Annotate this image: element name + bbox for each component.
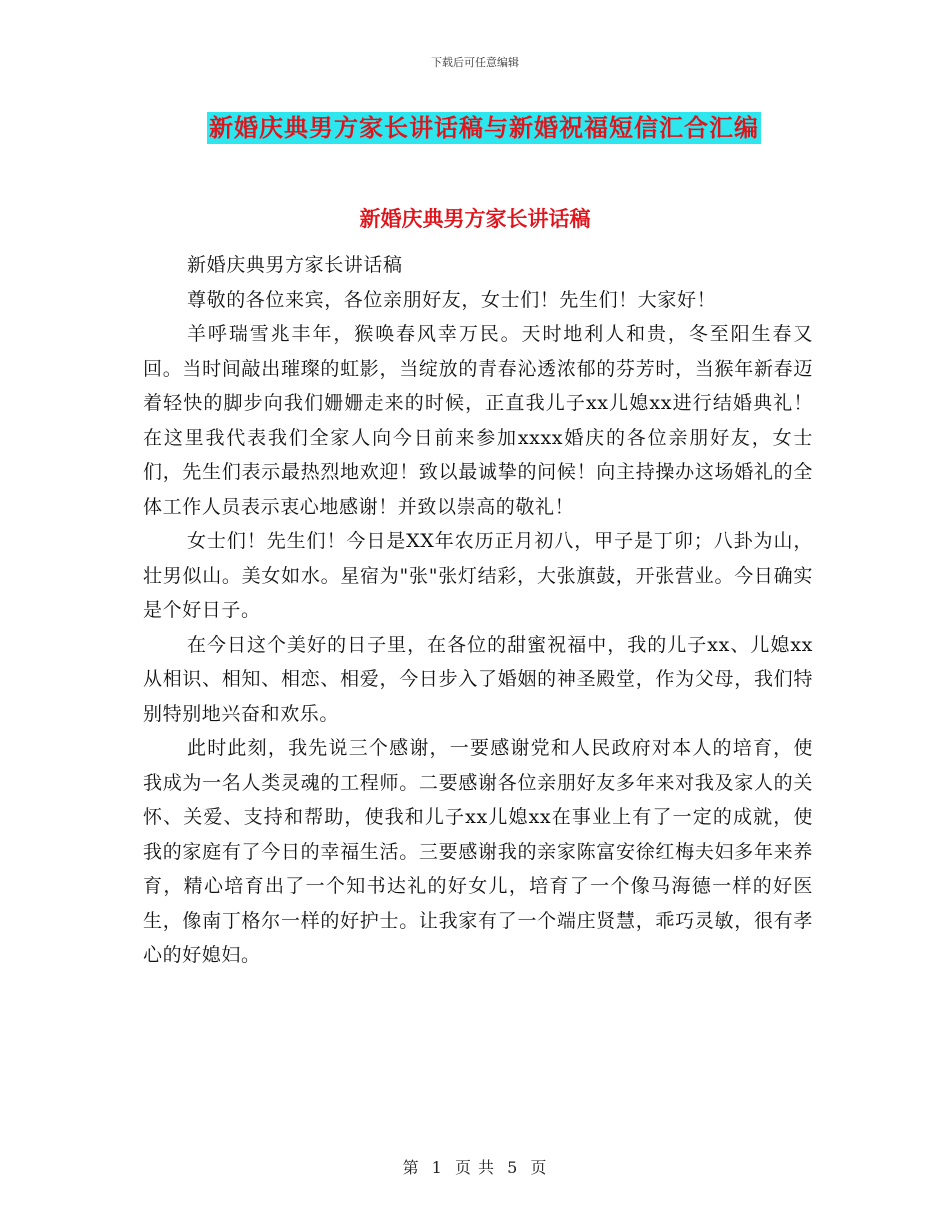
document-title: 新婚庆典男方家长讲话稿与新婚祝福短信汇合汇编 bbox=[209, 113, 759, 142]
paragraph: 羊呼瑞雪兆丰年，猴唤春风幸万民。天时地利人和贵，冬至阳生春又回。当时间敲出璀璨的虹影，当绽放的青春沁透浓郁的芬芳时，当猴年新春迈着轻快的脚步向我们姗姗走来的时候，正直我儿子xx儿媳xx进行结婚典礼！在这里我代表我们全家人向今日前来参加xxxx婚庆的各位亲朋好友，女士们，先生们表示最热烈地欢迎！致以最诚挚的问候！向主持操办这场婚礼的全体工作人员表示衷心地感谢！并致以崇高的敬礼！ bbox=[143, 323, 813, 518]
footer-middle: 页 共 bbox=[454, 1158, 496, 1177]
footer-prefix: 第 bbox=[402, 1158, 420, 1177]
paragraph: 在今日这个美好的日子里，在各位的甜蜜祝福中，我的儿子xx、儿媳xx从相识、相知、相恋、相爱，今日步入了婚姻的神圣殿堂，作为父母，我们特别特别地兴奋和欢乐。 bbox=[143, 633, 813, 725]
footer-suffix: 页 bbox=[530, 1158, 548, 1177]
header-note: 下载后可任意编辑 bbox=[431, 56, 519, 69]
document-body bbox=[143, 248, 813, 973]
paragraph: 此时此刻，我先说三个感谢，一要感谢党和人民政府对本人的培育，使我成为一名人类灵魂的工程师。二要感谢各位亲朋好友多年来对我及家人的关怀、关爱、支持和帮助，使我和儿子xx儿媳xx在事业上有了一定的成就，使我的家庭有了今日的幸福生活。三要感谢我的亲家陈富安徐红梅夫妇多年来养育，精心培育出了一个知书达礼的好女儿，培育了一个像马海德一样的好医生，像南丁格尔一样的好护士。让我家有了一个端庄贤慧，乖巧灵敏，很有孝心的好媳妇。 bbox=[143, 737, 813, 966]
footer-page-number: 1 bbox=[431, 1158, 443, 1177]
paragraph: 新婚庆典男方家长讲话稿 bbox=[187, 254, 403, 276]
section-title: 新婚庆典男方家长讲话稿 bbox=[359, 206, 591, 231]
page-footer bbox=[0, 1155, 950, 1178]
paragraph: 尊敬的各位来宾，各位亲朋好友，女士们！先生们！大家好！ bbox=[187, 288, 717, 311]
paragraph: 女士们！先生们！今日是XX年农历正月初八，甲子是丁卯；八卦为山，壮男似山。美女如水。星宿为"张"张灯结彩，大张旗鼓，开张营业。今日确实是个好日子。 bbox=[143, 530, 813, 621]
footer-total-pages: 5 bbox=[507, 1158, 519, 1177]
